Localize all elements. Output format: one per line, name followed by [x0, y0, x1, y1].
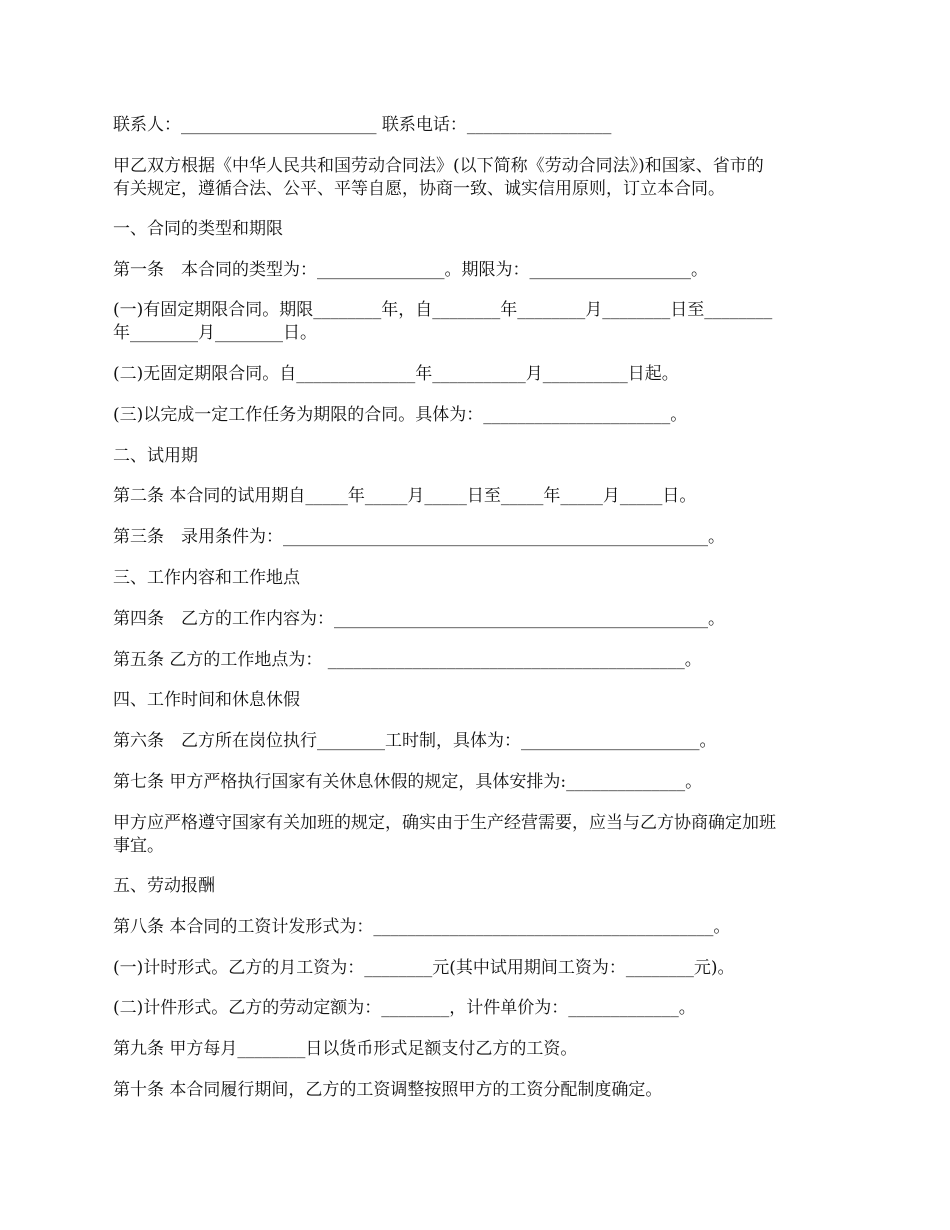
article-8-item-2: (二)计件形式。乙方的劳动定额为：________，计件单价为：_____________。 — [113, 998, 696, 1018]
article-3: 第三条 录用条件为：__________________________________________________。 — [113, 527, 725, 547]
article-2: 第二条 本合同的试用期自_____年_____月_____日至_____年_____月_____日。 — [113, 486, 697, 506]
article-1-item-1-line-1: (一)有固定期限合同。期限________年，自________年________月________日至________ — [113, 300, 773, 320]
section-heading-1: 一、合同的类型和期限 — [113, 219, 283, 239]
article-8: 第八条 本合同的工资计发形式为：________________________________________。 — [113, 917, 731, 937]
section-heading-5: 五、劳动报酬 — [113, 876, 215, 896]
contact-line: 联系人：_______________________ 联系电话：_________________ — [113, 115, 612, 135]
article-1-item-3: (三)以完成一定工作任务为期限的合同。具体为：______________________。 — [113, 405, 688, 425]
section-heading-2: 二、试用期 — [113, 446, 198, 466]
article-5: 第五条 乙方的工作地点为： __________________________________________。 — [113, 650, 702, 670]
intro-paragraph-line-2: 有关规定，遵循合法、公平、平等自愿，协商一致、诚实信用原则，订立本合同。 — [113, 179, 725, 199]
article-1-item-1-line-2: 年________月________日。 — [113, 323, 317, 343]
article-6: 第六条 乙方所在岗位执行________工时制，具体为：_____________________。 — [113, 731, 717, 751]
overtime-paragraph-line-1: 甲方应严格遵守国家有关加班的规定，确实由于生产经营需要，应当与乙方协商确定加班 — [113, 813, 776, 833]
article-1: 第一条 本合同的类型为：_______________。期限为：___________________。 — [113, 260, 708, 280]
article-4: 第四条 乙方的工作内容为：____________________________________________。 — [113, 609, 725, 629]
article-9: 第九条 甲方每月________日以货币形式足额支付乙方的工资。 — [113, 1039, 578, 1059]
article-10: 第十条 本合同履行期间，乙方的工资调整按照甲方的工资分配制度确定。 — [113, 1080, 663, 1100]
article-8-item-1: (一)计时形式。乙方的月工资为：________元(其中试用期间工资为：________元)。 — [113, 958, 735, 978]
article-7: 第七条 甲方严格执行国家有关休息休假的规定，具体安排为:______________。 — [113, 772, 703, 792]
section-heading-4: 四、工作时间和休息休假 — [113, 690, 300, 710]
intro-paragraph-line-1: 甲乙双方根据《中华人民共和国劳动合同法》(以下简称《劳动合同法》)和国家、省市的 — [113, 156, 764, 176]
article-1-item-2: (二)无固定期限合同。自______________年___________月__________日起。 — [113, 364, 679, 384]
overtime-paragraph-line-2: 事宜。 — [113, 836, 164, 856]
section-heading-3: 三、工作内容和工作地点 — [113, 568, 300, 588]
